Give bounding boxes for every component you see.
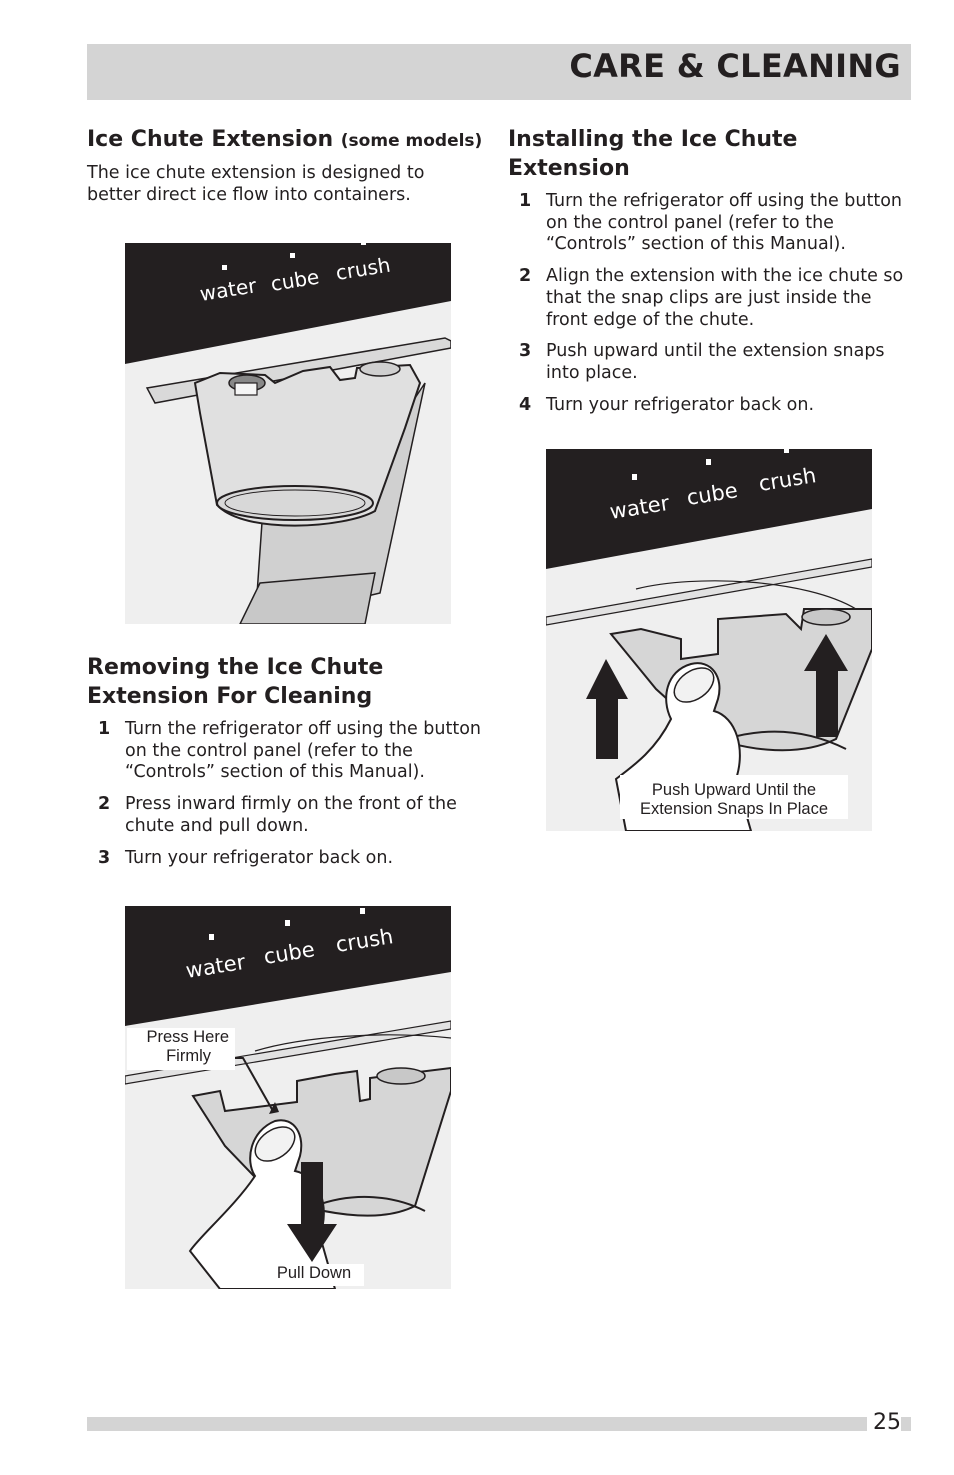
step-number: 1 [98, 719, 111, 739]
section-title-line: Extension For Cleaning [87, 684, 373, 709]
water-label: water [608, 490, 671, 524]
step-text: Align the extension with the ice chute so that the snap clips are just inside the front edge of the chute. [546, 266, 904, 330]
water-label: water [184, 949, 247, 983]
step-number: 2 [98, 794, 111, 815]
step-number: 3 [98, 847, 111, 868]
callout-line: Press Here [146, 1028, 229, 1046]
step-text: Turn the refrigerator off using the button on the control panel (refer to the “Controls” section of this Manual). [125, 719, 482, 783]
removing-illustration [125, 906, 451, 1289]
section-title-ice-chute-extension [87, 125, 482, 156]
installing-illustration [546, 449, 872, 831]
push-upward-callout [620, 775, 848, 819]
footer-bar [87, 1417, 911, 1431]
pull-down-callout: Pull Down [264, 1264, 364, 1286]
step-text: Press inward firmly on the front of the chute and pull down. [125, 794, 457, 836]
crush-label: crush [334, 924, 395, 957]
list-item [508, 191, 911, 256]
step-text: Push upward until the extension snaps into place. [546, 341, 885, 383]
section-title-line: Installing the Ice Chute [508, 127, 798, 152]
list-item [508, 341, 911, 384]
cube-label: cube [269, 264, 321, 296]
callout-line: Firmly [166, 1046, 211, 1065]
section-intro-text: The ice chute extension is designed to better direct ice flow into containers. [87, 163, 425, 205]
crush-label: crush [334, 252, 393, 285]
section-title-line: Extension [508, 156, 630, 181]
section-title-text: Ice Chute Extension [87, 127, 334, 152]
header-bar [87, 44, 911, 100]
page-number: 25 [867, 1410, 901, 1435]
step-number: 1 [519, 191, 532, 211]
step-number: 3 [519, 341, 532, 362]
section-title-removing [87, 653, 383, 711]
removing-steps-list [87, 719, 482, 879]
ice-chute-illustration [125, 243, 451, 624]
page-title: CARE & CLEANING [569, 47, 901, 85]
water-label: water [198, 273, 259, 306]
section-title-note: (some models) [340, 131, 483, 151]
list-item [87, 719, 482, 784]
list-item [508, 395, 911, 417]
step-number: 2 [519, 266, 532, 287]
cube-label: cube [685, 478, 740, 510]
list-item [508, 266, 911, 331]
section-title-installing [508, 125, 797, 183]
cube-label: cube [262, 937, 317, 969]
figure-removing-extension [125, 906, 451, 1289]
step-number: 4 [519, 394, 532, 415]
callout-line: Extension Snaps In Place [639, 799, 829, 818]
figure-installing-extension [546, 449, 872, 831]
installing-steps-list [508, 191, 911, 426]
step-text: Turn the refrigerator off using the button on the control panel (refer to the “Controls” section of this Manual). [546, 191, 903, 255]
section-title-line: Removing the Ice Chute [87, 655, 384, 680]
step-text: Turn your refrigerator back on. [125, 847, 394, 868]
list-item [87, 794, 482, 837]
step-text: Turn your refrigerator back on. [546, 394, 815, 415]
figure-ice-chute-extension [125, 243, 451, 624]
crush-label: crush [757, 463, 818, 496]
press-here-callout [127, 1028, 235, 1070]
list-item [87, 848, 482, 870]
callout-line: Push Upward Until the [651, 781, 817, 799]
